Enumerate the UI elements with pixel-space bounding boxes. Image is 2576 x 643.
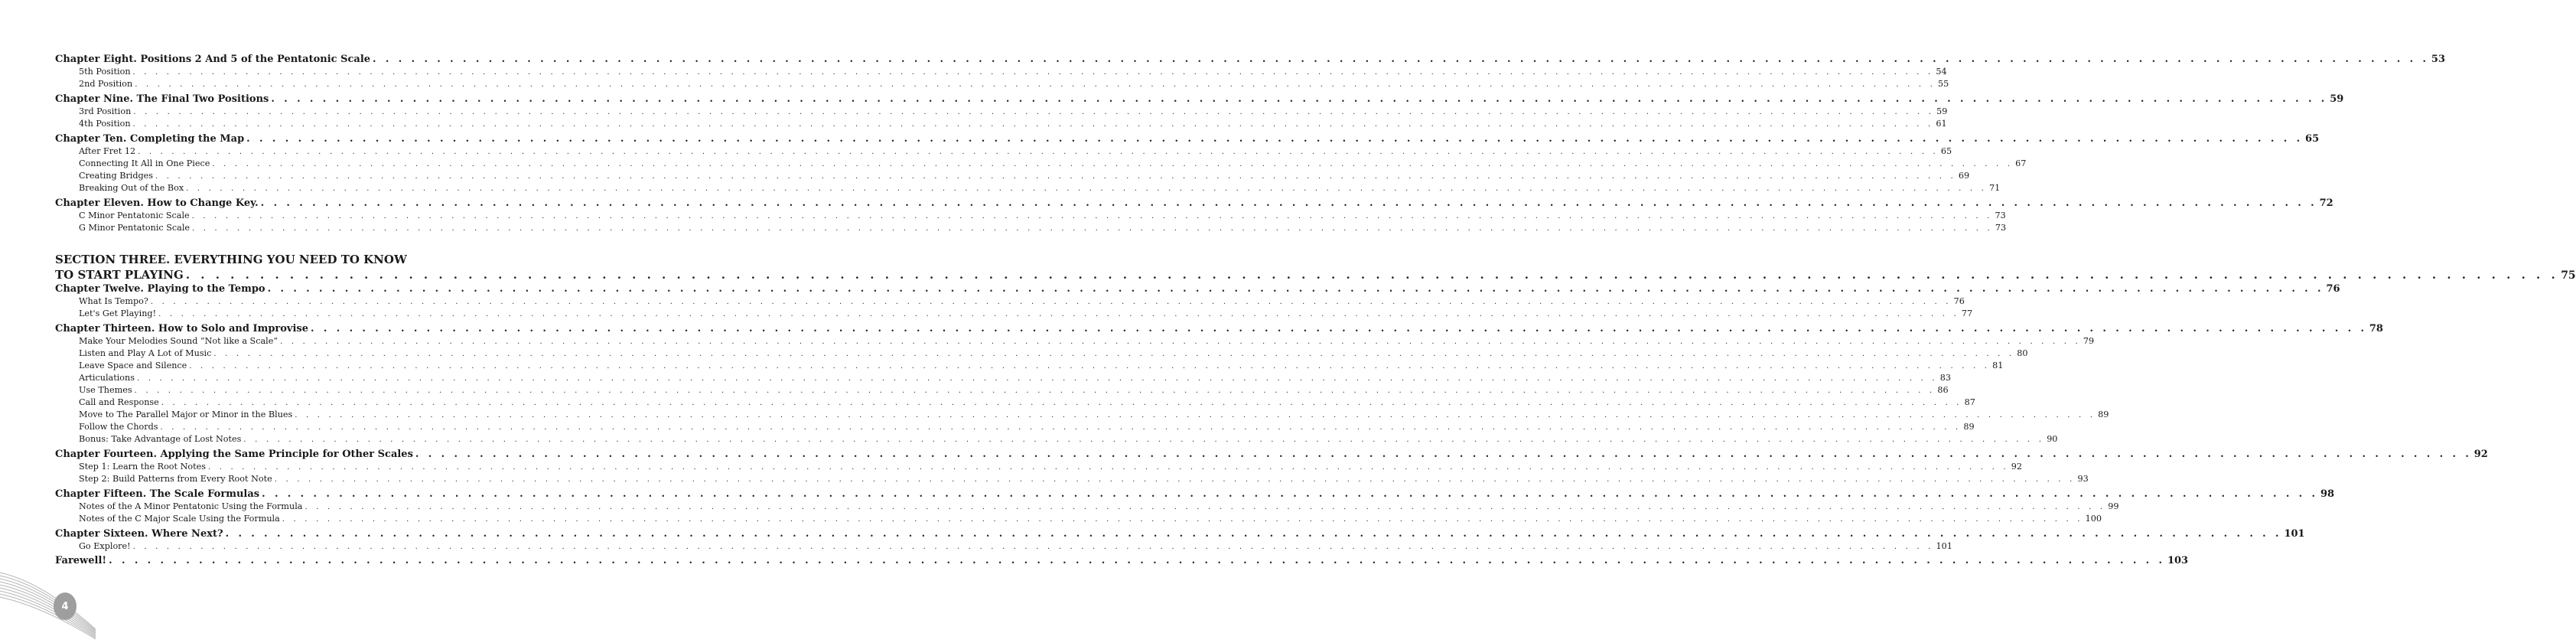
toc-subentry-row-page-number: 81 bbox=[1992, 361, 2004, 370]
toc-subentry-row-page-number: 89 bbox=[1963, 422, 1975, 432]
toc-subentry-row bbox=[55, 223, 2007, 235]
toc-subentry-row-page-number: 65 bbox=[1940, 146, 1952, 156]
toc-chapter-row-page-number: 59 bbox=[2330, 93, 2344, 105]
toc-subentry-row bbox=[55, 79, 1949, 91]
toc-chapter-row-page-number: 76 bbox=[2326, 283, 2340, 295]
toc-subentry-row-title: Connecting It All in One Piece bbox=[79, 158, 210, 168]
dot-leader: . . . . . . . . . . . . . . . . . . . . . . . . . . . . . . . . . . . . . . . . . . . . . . . . . . . . . . . . . . . . . . . . . . . . . . . . . . . . . . . . . . . . . . . . . . . . . . . . . . . . . . . . . . . . . . . . . . . . . . . . . . . . . . . . . . . . . . . . . . . . . . . . . . . . . . . . . . . . . . . . bbox=[138, 148, 1939, 156]
table-of-contents bbox=[55, 54, 2576, 568]
toc-chapter-row bbox=[55, 93, 2344, 106]
toc-subentry-row-page-number: 100 bbox=[2085, 514, 2102, 524]
toc-subentry-row bbox=[55, 397, 1975, 410]
toc-chapter-row-page-number: 65 bbox=[2305, 133, 2320, 145]
dot-leader: . . . . . . . . . . . . . . . . . . . . . . . . . . . . . . . . . . . . . . . . . . . . . . . . . . . . . . . . . . . . . . . . . . . . . . . . . . . . . . . . . . . . . . . . . . . . . . . . . . . . . . . . . . . . . . . . . . . . . . . . . . . . . . . . . . . . . . . . . . . . . . . . . . . . . . . . . . . . . . . . bbox=[158, 310, 1959, 318]
toc-subentry-row-title: Follow the Chords bbox=[79, 422, 158, 432]
dot-leader: . . . . . . . . . . . . . . . . . . . . . . . . . . . . . . . . . . . . . . . . . . . . . . . . . . . . . . . . . . . . . . . . . . . . . . . . . . . . . . . . . . . . . . . . . . . . . . . . . . . . . . . . . . . . . . . . . . . . . . . . . . . . . . . . . . . . . . . . . . . . . . . . . . . . . . . . . . . . . . . . bbox=[133, 108, 1935, 116]
dot-leader: . . . . . . . . . . . . . . . . . . . . . . . . . . . . . . . . . . . . . . . . . . . . . . . . . . . . . . . . . . . . . . . . . . . . . . . . . . . . . . . . . . . . . . . . . . . . . . . . . . . . . . . . . . . . . . . . . . . . . . . . . . . . . . . . . . . . . . . . . . . . . . . . . . . . . . . . . . . . . . . . bbox=[132, 68, 1934, 77]
dot-leader: . . . . . . . . . . . . . . . . . . . . . . . . . . . . . . . . . . . . . . . . . . . . . . . . . . . . . . . . . . . . . . . . . . . . . . . . . . . . . . . . . . . . . . . . . . . . . . . . . . . . . . . . . . . . . . . . . . . . . . . . . . . . . . . . . . . . . . . . . . . . . . . . . . . . . . . . . . . . . . . . bbox=[161, 399, 1962, 407]
toc-chapter-row-page-number: 101 bbox=[2284, 528, 2305, 540]
toc-subentry-row-page-number: 80 bbox=[2017, 348, 2028, 358]
toc-subentry-row-title: 3rd Position bbox=[79, 106, 132, 116]
toc-subentry-row bbox=[55, 146, 1952, 158]
toc-chapter-row-title: Chapter Twelve. Playing to the Tempo bbox=[55, 283, 265, 295]
toc-subentry-row bbox=[55, 296, 1965, 308]
toc-subentry-row-title: Leave Space and Silence bbox=[79, 361, 187, 370]
dot-leader: . . . . . . . . . . . . . . . . . . . . . . . . . . . . . . . . . . . . . . . . . . . . . . . . . . . . . . . . . . . . . . . . . . . . . . . . . . . . . . . . . . . . . . . . . . . . . . . . . . . . . . . . . . . . . . . . . . . . . . . . . . . . . . . . . . . . . . . . . . . . . . . . . . . . . . . . . . . . . . . . bbox=[207, 463, 2009, 472]
dot-leader: . . . . . . . . . . . . . . . . . . . . . . . . . . . . . . . . . . . . . . . . . . . . . . . . . . . . . . . . . . . . . . . . . . . . . . . . . . . . . . . . . . . . . . . . . . . . . . . . . . . . . . . . . . . . . . . . . . . . . . . . . . . . . . . . . . . . . . . . . . . . . . . . . . . . . . . . . . . . . . . . bbox=[155, 172, 1956, 181]
dot-leader: . . . . . . . . . . . . . . . . . . . . . . . . . . . . . . . . . . . . . . . . . . . . . . . . . . . . . . . . . . . . . . . . . . . . . . . . . . . . . . . . . . . . . . . . . . . . . . . . . . . . . . . . . . . . . . . . . . . . . . . . . . . . . . . . . . . . . . . . . . . . . . . . . . . . . . . . . . . . . . . . bbox=[304, 503, 2106, 511]
toc-subentry-row bbox=[55, 348, 2028, 361]
toc-subentry-row bbox=[55, 434, 2058, 446]
toc-subentry-row bbox=[55, 361, 2004, 373]
toc-subentry-row-page-number: 79 bbox=[2083, 336, 2095, 346]
toc-chapter-row-title: Chapter Sixteen. Where Next? bbox=[55, 528, 223, 540]
toc-chapter-row-title: Chapter Nine. The Final Two Positions bbox=[55, 93, 269, 105]
toc-subentry-row-title: Call and Response bbox=[79, 397, 159, 407]
section-heading-line2 bbox=[55, 268, 2576, 283]
toc-subentry-row-page-number: 83 bbox=[1939, 373, 1952, 383]
toc-subentry-row-page-number: 71 bbox=[1988, 183, 2001, 193]
toc-subentry-row-title: Articulations bbox=[79, 373, 135, 383]
toc-subentry-row bbox=[55, 474, 2089, 486]
toc-farewell-row bbox=[55, 555, 2189, 568]
toc-subentry-row-page-number: 93 bbox=[2077, 474, 2089, 484]
toc-chapter-row bbox=[55, 54, 2445, 67]
toc-subentry-row-title: Breaking Out of the Box bbox=[79, 183, 184, 193]
toc-chapter-row-title: Chapter Eight. Positions 2 And 5 of the Pentatonic Scale bbox=[55, 54, 371, 65]
dot-leader: . . . . . . . . . . . . . . . . . . . . . . . . . . . . . . . . . . . . . . . . . . . . . . . . . . . . . . . . . . . . . . . . . . . . . . . . . . . . . . . . . . . . . . . . . . . . . . . . . . . . . . . . . . . . . . . . . . . . . . . . . . . . . . . . . . . . . . . . . . . . . . . . . . . . . . . . . . . . . . . . bbox=[132, 120, 1934, 129]
toc-subentry-row bbox=[55, 422, 1975, 434]
dot-leader: . . . . . . . . . . . . . . . . . . . . . . . . . . . . . . . . . . . . . . . . . . . . . . . . . . . . . . . . . . . . . . . . . . . . . . . . . . . . . . . . . . . . . . . . . . . . . . . . . . . . . . . . . . . . . . . . . . . . . . . . . . . . . . . . . . . . . . . . . . . . . . . . . . . . . . . . . . . . . . . . bbox=[150, 298, 1952, 306]
section-heading-line2-page-number: 75 bbox=[2561, 269, 2576, 282]
toc-chapter-row-title: Chapter Ten. Completing the Map bbox=[55, 133, 245, 145]
dot-leader: . . . . . . . . . . . . . . . . . . . . . . . . . . . . . . . . . . . . . . . . . . . . . . . . . . . . . . . . . . . . . . . . . . . . . . . . . . . . . . . . . . . . . . . . . . . . . . . . . . . . . . . . . . . . . . . . . . . . . . . . . . . . . . . . . . . . . . . . . . . . . . . . . . . . . . . . . . . . . . . . bbox=[212, 160, 2014, 168]
toc-chapter-row-title: Chapter Eleven. How to Change Key. bbox=[55, 197, 259, 209]
toc-subentry-row bbox=[55, 308, 1973, 321]
dot-leader: . . . . . . . . . . . . . . . . . . . . . . . . . . . . . . . . . . . . . . . . . . . . . . . . . . . . . . . . . . . . . . . . . . . . . . . . . . . . . . . . . . . . . . . . . . . . . . . . . . . . . . . . . . . . . . . . . . . . . . . . . . . . . . . . . . . . . . . . . . . . . . . . . . . . . . . . . . . . . . . . bbox=[243, 436, 2045, 444]
corner-stripes-decoration bbox=[0, 551, 99, 643]
toc-subentry-row bbox=[55, 171, 1970, 183]
dot-leader: . . . . . . . . . . . . . . . . . . . . . . . . . . . . . . . . . . . . . . . . . . . . . . . . . . . . . . . . . . . . . . . . . . . . . . . . . . . . . . . . . . . . . . . . . . . . . . . . . . . . . . . . . . . . . . . . . . . . . . . . . . . . . . . . . . . . . . . . . . . . . . . . . . . . . . . . . . . . . . . . bbox=[311, 323, 2367, 335]
toc-chapter-row-page-number: 98 bbox=[2320, 488, 2335, 500]
toc-farewell-row-page-number: 103 bbox=[2167, 555, 2189, 566]
toc-subentry-row-page-number: 86 bbox=[1937, 385, 1949, 395]
toc-subentry-row-title: Let's Get Playing! bbox=[79, 308, 157, 318]
dot-leader: . . . . . . . . . . . . . . . . . . . . . . . . . . . . . . . . . . . . . . . . . . . . . . . . . . . . . . . . . . . . . . . . . . . . . . . . . . . . . . . . . . . . . . . . . . . . . . . . . . . . . . . . . . . . . . . . . . . . . . . . . . . . . . . . . . . . . . . . . . . . . . . . . . . . . . . . . . . . . . . . bbox=[109, 555, 2165, 566]
dot-leader: . . . . . . . . . . . . . . . . . . . . . . . . . . . . . . . . . . . . . . . . . . . . . . . . . . . . . . . . . . . . . . . . . . . . . . . . . . . . . . . . . . . . . . . . . . . . . . . . . . . . . . . . . . . . . . . . . . . . . . . . . . . . . . . . . . . . . . . . . . . . . . . . . . . . . . . . . . . . . . . . bbox=[295, 411, 2096, 419]
toc-subentry-row-title: Go Explore! bbox=[79, 541, 131, 551]
dot-leader: . . . . . . . . . . . . . . . . . . . . . . . . . . . . . . . . . . . . . . . . . . . . . . . . . . . . . . . . . . . . . . . . . . . . . . . . . . . . . . . . . . . . . . . . . . . . . . . . . . . . . . . . . . . . . . . . . . . . . . . . . . . . . . . . . . . . . . . . . . . . . . . . . . . . . . . . . . . . . . . . bbox=[246, 133, 2304, 145]
dot-leader: . . . . . . . . . . . . . . . . . . . . . . . . . . . . . . . . . . . . . . . . . . . . . . . . . . . . . . . . . . . . . . . . . . . . . . . . . . . . . . . . . . . . . . . . . . . . . . . . . . . . . . . . . . . . . . . . . . . . . . . . . . . . . . . . . . . . . . . . . . . . . . . . . . . . . . . . . . . . . . . . bbox=[189, 362, 1991, 370]
toc-subentry-row bbox=[55, 501, 2119, 514]
toc-subentry-row bbox=[55, 211, 2006, 223]
toc-subentry-row-title: Bonus: Take Advantage of Lost Notes bbox=[79, 434, 242, 444]
toc-chapter-row-title: Chapter Fifteen. The Scale Formulas bbox=[55, 488, 260, 500]
toc-subentry-row-page-number: 61 bbox=[1936, 119, 1947, 129]
toc-subentry-row-title: G Minor Pentatonic Scale bbox=[79, 223, 191, 233]
page-number-badge: 4 bbox=[54, 592, 77, 620]
toc-subentry-row-page-number: 87 bbox=[1964, 397, 1975, 407]
toc-chapter-row bbox=[55, 528, 2305, 541]
toc-subentry-row bbox=[55, 410, 2109, 422]
toc-subentry-row-title: 5th Position bbox=[79, 67, 131, 77]
toc-subentry-row-title: Notes of the A Minor Pentatonic Using the Formula bbox=[79, 501, 303, 511]
toc-subentry-row-page-number: 90 bbox=[2047, 434, 2058, 444]
toc-subentry-row-title: Make Your Melodies Sound “Not like a Scale” bbox=[79, 336, 278, 346]
toc-subentry-row-title: Creating Bridges bbox=[79, 171, 154, 181]
dot-leader: . . . . . . . . . . . . . . . . . . . . . . . . . . . . . . . . . . . . . . . . . . . . . . . . . . . . . . . . . . . . . . . . . . . . . . . . . . . . . . . . . . . . . . . . . . . . . . . . . . . . . . . . . . . . . . . . . . . . . . . . . . . . . . . . . . . . . . . . . . . . . . . . . . . . . . . . . . . . . . . . bbox=[260, 197, 2317, 209]
toc-subentry-row bbox=[55, 373, 1952, 385]
toc-subentry-row-page-number: 59 bbox=[1936, 106, 1948, 116]
toc-chapter-row-page-number: 78 bbox=[2369, 323, 2383, 335]
toc-chapter-row-title: Chapter Fourteen. Applying the Same Principle for Other Scales bbox=[55, 449, 413, 460]
toc-chapter-row bbox=[55, 449, 2488, 462]
toc-subentry-row-page-number: 54 bbox=[1936, 67, 1947, 77]
toc-subentry-row-title: 4th Position bbox=[79, 119, 131, 129]
toc-chapter-row bbox=[55, 323, 2383, 336]
dot-leader: . . . . . . . . . . . . . . . . . . . . . . . . . . . . . . . . . . . . . . . . . . . . . . . . . . . . . . . . . . . . . . . . . . . . . . . . . . . . . . . . . . . . . . . . . . . . . . . . . . . . . . . . . . . . . . . . . . . . . . . . . . . . . . . . . . . . . . . . . . . . . . . . . . . . . . . . . . . . . . . . bbox=[192, 224, 1993, 233]
toc-subentry-row bbox=[55, 514, 2102, 526]
dot-leader: . . . . . . . . . . . . . . . . . . . . . . . . . . . . . . . . . . . . . . . . . . . . . . . . . . . . . . . . . . . . . . . . . . . . . . . . . . . . . . . . . . . . . . . . . . . . . . . . . . . . . . . . . . . . . . . . . . . . . . . . . . . . . . . . . . . . . . . . . . . . . . . . . . . . . . . . . . . . . . . . bbox=[135, 80, 1936, 89]
toc-subentry-row-page-number: 69 bbox=[1958, 171, 1970, 181]
toc-subentry-row bbox=[55, 336, 2095, 348]
toc-subentry-row bbox=[55, 541, 1952, 553]
section-heading-line1: SECTION THREE. EVERYTHING YOU NEED TO KNOW bbox=[55, 253, 407, 266]
toc-subentry-row bbox=[55, 67, 1947, 79]
toc-subentry-row-page-number: 89 bbox=[2098, 410, 2109, 419]
toc-subentry-row-page-number: 77 bbox=[1961, 308, 1973, 318]
dot-leader: . . . . . . . . . . . . . . . . . . . . . . . . . . . . . . . . . . . . . . . . . . . . . . . . . . . . . . . . . . . . . . . . . . . . . . . . . . . . . . . . . . . . . . . . . . . . . . . . . . . . . . . . . . . . . . . . . . . . . . . . . . . . . . . . . . . . . . . . . . . . . . . . . . . . . . . . . . . . . . . . bbox=[282, 515, 2083, 524]
dot-leader: . . . . . . . . . . . . . . . . . . . . . . . . . . . . . . . . . . . . . . . . . . . . . . . . . . . . . . . . . . . . . . . . . . . . . . . . . . . . . . . . . . . . . . . . . . . . . . . . . . . . . . . . . . . . . . . . . . . . . . . . . . . . . . . . . . . . . . . . . . . . . . . . . . . . . . . . . . . . . . . . bbox=[271, 93, 2328, 105]
toc-subentry-row bbox=[55, 106, 1948, 119]
toc-subentry-row-title: Step 2: Build Patterns from Every Root Note bbox=[79, 474, 272, 484]
toc-chapter-row bbox=[55, 133, 2320, 146]
toc-chapter-row-page-number: 92 bbox=[2473, 449, 2488, 460]
dot-leader: . . . . . . . . . . . . . . . . . . . . . . . . . . . . . . . . . . . . . . . . . . . . . . . . . . . . . . . . . . . . . . . . . . . . . . . . . . . . . . . . . . . . . . . . . . . . . . . . . . . . . . . . . . . . . . . . . . . . . . . . . . . . . . . . . . . . . . . . . . . . . . . . . . . . . . . . . . . . . . . . bbox=[280, 338, 2081, 346]
dot-leader: . . . . . . . . . . . . . . . . . . . . . . . . . . . . . . . . . . . . . . . . . . . . . . . . . . . . . . . . . . . . . . . . . . . . . . . . . . . . . . . . . . . . . . . . . . . . . . . . . . . . . . . . . . . . . . . . . . . . . . . . . . . . . . . . . . . . . . . . . . . . . . . . . . . . . . . . . . . . . . . . bbox=[132, 543, 1934, 551]
toc-chapter-row bbox=[55, 488, 2335, 501]
toc-subentry-row bbox=[55, 158, 2027, 171]
toc-subentry-row-title: Move to The Parallel Major or Minor in the Blues bbox=[79, 410, 293, 419]
toc-subentry-row-title: Listen and Play A Lot of Music bbox=[79, 348, 212, 358]
toc-subentry-row bbox=[55, 385, 1949, 397]
dot-leader: . . . . . . . . . . . . . . . . . . . . . . . . . . . . . . . . . . . . . . . . . . . . . . . . . . . . . . . . . . . . . . . . . . . . . . . . . . . . . . . . . . . . . . . . . . . . . . . . . . . . . . . . . . . . . . . . . . . . . . . . . . . . . . . . . . . . . . . . . . . . . . . . . . . . . . . . . . . . . . . . bbox=[274, 475, 2076, 484]
section-heading-line2-title: TO START PLAYING bbox=[55, 268, 184, 282]
toc-subentry-row-title: Notes of the C Major Scale Using the Formula bbox=[79, 514, 280, 524]
toc-subentry-row-page-number: 101 bbox=[1936, 541, 1952, 551]
toc-subentry-row-page-number: 55 bbox=[1938, 79, 1949, 89]
dot-leader: . . . . . . . . . . . . . . . . . . . . . . . . . . . . . . . . . . . . . . . . . . . . . . . . . . . . . . . . . . . . . . . . . . . . . . . . . . . . . . . . . . . . . . . . . . . . . . . . . . . . . . . . . . . . . . . . . . . . . . . . . . . . . . . . . . . . . . . . . . . . . . . . . . . . . . . . . . . . . . . . bbox=[267, 283, 2324, 295]
toc-subentry-row-page-number: 67 bbox=[2015, 158, 2027, 168]
toc-subentry-row-page-number: 99 bbox=[2108, 501, 2119, 511]
toc-subentry-row bbox=[55, 119, 1947, 131]
dot-leader: . . . . . . . . . . . . . . . . . . . . . . . . . . . . . . . . . . . . . . . . . . . . . . . . . . . . . . . . . . . . . . . . . . . . . . . . . . . . . . . . . . . . . . . . . . . . . . . . . . . . . . . . . . . . . . . . . . . . . . . . . . . . . . . . . . . . . . . . . . . . . . . . . . . . . . . . . . . . . . . . bbox=[160, 423, 1962, 432]
toc-chapter-row-page-number: 72 bbox=[2319, 197, 2333, 209]
toc-subentry-row-title: Step 1: Learn the Root Notes bbox=[79, 462, 206, 472]
dot-leader: . . . . . . . . . . . . . . . . . . . . . . . . . . . . . . . . . . . . . . . . . . . . . . . . . . . . . . . . . . . . . . . . . . . . . . . . . . . . . . . . . . . . . . . . . . . . . . . . . . . . . . . . . . . . . . . . . . . . . . . . . . . . . . . . . . . . . . . . . . . . . . . . . . . . . . . . . . . . . . . . bbox=[225, 528, 2282, 540]
toc-subentry-row-page-number: 73 bbox=[1995, 211, 2006, 220]
dot-leader: . . . . . . . . . . . . . . . . . . . . . . . . . . . . . . . . . . . . . . . . . . . . . . . . . . . . . . . . . . . . . . . . . . . . . . . . . . . . . . . . . . . . . . . . . . . . . . . . . . . . . . . . . . . . . . . . . . . . . . . . . . . . . . . . . . . . . . . . . . . . . . . . . . . . . . . . . . . . . . . . bbox=[134, 387, 1936, 395]
toc-farewell-row-title: Farewell! bbox=[55, 555, 107, 566]
dot-leader: . . . . . . . . . . . . . . . . . . . . . . . . . . . . . . . . . . . . . . . . . . . . . . . . . . . . . . . . . . . . . . . . . . . . . . . . . . . . . . . . . . . . . . . . . . . . . . . . . . . . . . . . . . . . . . . . . . . . . . . . . . . . . . . . . . . . . . . . . . . . . . . . . . . . . . . . . . . . . . . . bbox=[213, 350, 2015, 358]
dot-leader: . . . . . . . . . . . . . . . . . . . . . . . . . . . . . . . . . . . . . . . . . . . . . . . . . . . . . . . . . . . . . . . . . . . . . . . . . . . . . . . . . . . . . . . . . . . . . . . . . . . . . . . . . . . . . . . . . . . . . . . . . . . . . . . . . . . . . . . . . . . . . . . . . . . . . . . . . . . . . . . . bbox=[136, 374, 1938, 383]
toc-subentry-row-page-number: 73 bbox=[1995, 223, 2007, 233]
dot-leader: . . . . . . . . . . . . . . . . . . . . . . . . . . . . . . . . . . . . . . . . . . . . . . . . . . . . . . . . . . . . . . . . . . . . . . . . . . . . . . . . . . . . . . . . . . . . . . . . . . . . . . . . . . . . . . . . . . . . . . . . . . . . . . . . . . . . . . . . . . . . . . . . . . . . . . . . . . . . . . . . bbox=[186, 184, 1987, 193]
toc-subentry-row-page-number: 76 bbox=[1953, 296, 1965, 306]
toc-subentry-row-title: Use Themes bbox=[79, 385, 132, 395]
toc-subentry-row-title: What Is Tempo? bbox=[79, 296, 148, 306]
dot-leader: . . . . . . . . . . . . . . . . . . . . . . . . . . . . . . . . . . . . . . . . . . . . . . . . . . . . . . . . . . . . . . . . . . . . . . . . . . . . . . . . . . . . . . . . . . . . . . . . . . . . . . . . . . . . . . . . . . . . . . . . . . . . . . . . . . . . . . . . . . . . . . . . . . . . . . . . . . . . . . . . bbox=[262, 488, 2318, 500]
section-heading bbox=[55, 253, 2576, 283]
toc-chapter-row bbox=[55, 283, 2340, 296]
toc-chapter-row bbox=[55, 197, 2333, 211]
toc-chapter-row-title: Chapter Thirteen. How to Solo and Improvise bbox=[55, 323, 309, 335]
toc-subentry-row-title: C Minor Pentatonic Scale bbox=[79, 211, 190, 220]
dot-leader: . . . . . . . . . . . . . . . . . . . . . . . . . . . . . . . . . . . . . . . . . . . . . . . . . . . . . . . . . . . . . . . . . . . . . . . . . . . . . . . . . . . . . . . . . . . . . . . . . . . . . . . . . . . . . . . . . . . . . . . . . . . . . . . . . . . . . . . . . . . . . . . . . . . . . . . . . . . . . . . . bbox=[415, 449, 2472, 460]
toc-subentry-row-title: After Fret 12 bbox=[79, 146, 136, 156]
toc-subentry-row-page-number: 92 bbox=[2011, 462, 2023, 472]
toc-subentry-row bbox=[55, 462, 2023, 474]
dot-leader: . . . . . . . . . . . . . . . . . . . . . . . . . . . . . . . . . . . . . . . . . . . . . . . . . . . . . . . . . . . . . . . . . . . . . . . . . . . . . . . . . . . . . . . . . . . . . . . . . . . . . . . . . . . . . . . . . . . . . . . . . . . . . . . . . . . . . . . . . . . . . . . . . . . . . . . . . . . . . . . . bbox=[185, 268, 2559, 282]
toc-subentry-row-title: 2nd Position bbox=[79, 79, 133, 89]
toc-chapter-row-page-number: 53 bbox=[2431, 54, 2445, 65]
dot-leader: . . . . . . . . . . . . . . . . . . . . . . . . . . . . . . . . . . . . . . . . . . . . . . . . . . . . . . . . . . . . . . . . . . . . . . . . . . . . . . . . . . . . . . . . . . . . . . . . . . . . . . . . . . . . . . . . . . . . . . . . . . . . . . . . . . . . . . . . . . . . . . . . . . . . . . . . . . . . . . . . bbox=[373, 54, 2429, 65]
dot-leader: . . . . . . . . . . . . . . . . . . . . . . . . . . . . . . . . . . . . . . . . . . . . . . . . . . . . . . . . . . . . . . . . . . . . . . . . . . . . . . . . . . . . . . . . . . . . . . . . . . . . . . . . . . . . . . . . . . . . . . . . . . . . . . . . . . . . . . . . . . . . . . . . . . . . . . . . . . . . . . . . bbox=[191, 212, 1993, 220]
toc-subentry-row bbox=[55, 183, 2001, 195]
